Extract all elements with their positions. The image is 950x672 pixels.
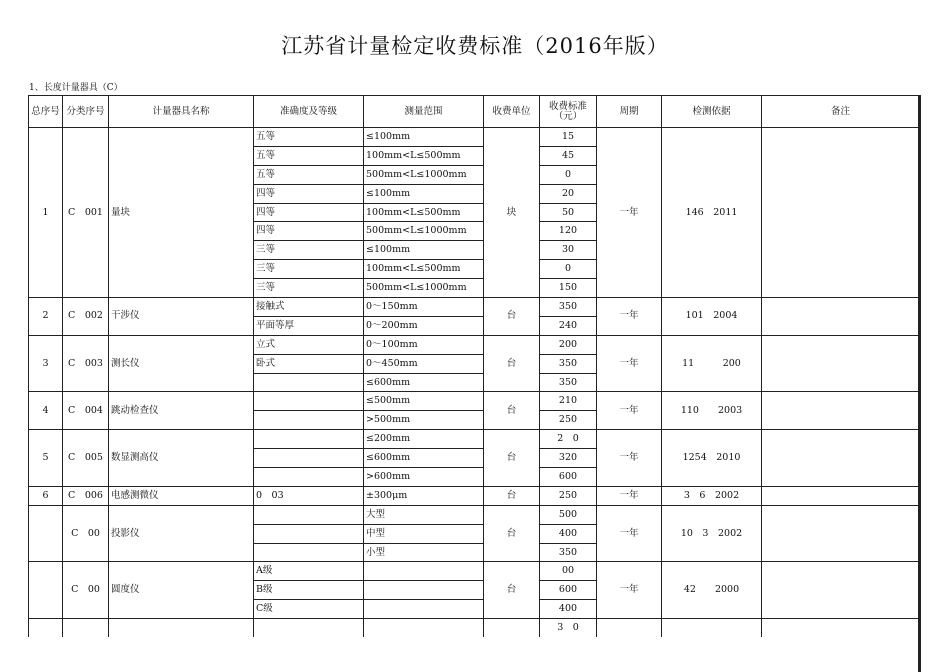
instrument-name-cell: 量块 xyxy=(109,128,254,298)
period-cell: 一年 xyxy=(597,392,662,430)
remark-cell xyxy=(762,486,920,505)
accuracy-grade-cell: 四等 xyxy=(254,203,364,222)
table-row xyxy=(29,505,920,524)
category-code-cell: C 00 xyxy=(63,562,109,619)
basis-cell: 3 6 2002 xyxy=(662,486,762,505)
measurement-range-cell xyxy=(364,562,484,581)
period-cell: 一年 xyxy=(597,128,662,298)
basis-cell: 1254 2010 xyxy=(662,430,762,487)
fee-cell: 320 xyxy=(540,449,597,468)
fee-cell: 400 xyxy=(540,524,597,543)
accuracy-grade-cell xyxy=(254,524,364,543)
category-code-cell: C 003 xyxy=(63,335,109,392)
fee-cell: 50 xyxy=(540,203,597,222)
fee-cell: 200 xyxy=(540,335,597,354)
accuracy-grade-cell xyxy=(254,619,364,637)
measurement-range-cell: 0～200mm xyxy=(364,316,484,335)
category-code-cell: C 006 xyxy=(63,486,109,505)
accuracy-grade-cell: 卧式 xyxy=(254,354,364,373)
fee-cell: 0 xyxy=(540,165,597,184)
header-row xyxy=(29,96,920,128)
fee-cell: 20 xyxy=(540,184,597,203)
fee-cell: 600 xyxy=(540,581,597,600)
header-cell: 准确度及等级 xyxy=(254,96,364,128)
fee-unit-cell: 台 xyxy=(484,562,540,619)
measurement-range-cell: ≤600mm xyxy=(364,373,484,392)
measurement-range-cell xyxy=(364,619,484,637)
serial-number-cell: 5 xyxy=(29,430,63,487)
accuracy-grade-cell: 三等 xyxy=(254,260,364,279)
basis-cell: 10 3 2002 xyxy=(662,505,762,562)
accuracy-grade-cell: 接触式 xyxy=(254,298,364,317)
accuracy-grade-cell xyxy=(254,543,364,562)
measurement-range-cell: 大型 xyxy=(364,505,484,524)
accuracy-grade-cell xyxy=(254,468,364,487)
accuracy-grade-cell: A级 xyxy=(254,562,364,581)
header-cell: 检测依据 xyxy=(662,96,762,128)
section-heading: 1、长度计量器具（C） xyxy=(29,83,123,93)
period-cell: 一年 xyxy=(597,298,662,336)
remark-cell xyxy=(762,619,920,637)
remark-cell xyxy=(762,128,920,298)
basis-cell: 42 2000 xyxy=(662,562,762,619)
accuracy-grade-cell: 三等 xyxy=(254,279,364,298)
header-cell: 分类序号 xyxy=(63,96,109,128)
accuracy-grade-cell: 立式 xyxy=(254,335,364,354)
instrument-name-cell: 干涉仪 xyxy=(109,298,254,336)
table-row xyxy=(29,128,920,147)
table-right-border xyxy=(918,95,921,672)
fee-cell: 2 0 xyxy=(540,430,597,449)
fee-cell: 400 xyxy=(540,600,597,619)
fee-cell: 210 xyxy=(540,392,597,411)
accuracy-grade-cell: 五等 xyxy=(254,165,364,184)
measurement-range-cell: 100mm<L≤500mm xyxy=(364,260,484,279)
measurement-range-cell: 中型 xyxy=(364,524,484,543)
basis-cell: 101 2004 xyxy=(662,298,762,336)
accuracy-grade-cell: 四等 xyxy=(254,222,364,241)
accuracy-grade-cell: 五等 xyxy=(254,146,364,165)
fee-cell: 250 xyxy=(540,411,597,430)
accuracy-grade-cell xyxy=(254,392,364,411)
period-cell: 一年 xyxy=(597,486,662,505)
basis-cell: 110 2003 xyxy=(662,392,762,430)
measurement-range-cell: >600mm xyxy=(364,468,484,487)
remark-cell xyxy=(762,392,920,430)
category-code-cell: C 00 xyxy=(63,505,109,562)
remark-cell xyxy=(762,430,920,487)
fee-unit-cell: 台 xyxy=(484,392,540,430)
instrument-name-cell: 跳动检查仪 xyxy=(109,392,254,430)
measurement-range-cell: 0～100mm xyxy=(364,335,484,354)
measurement-range-cell: ≤500mm xyxy=(364,392,484,411)
measurement-range-cell: 500mm<L≤1000mm xyxy=(364,222,484,241)
accuracy-grade-cell xyxy=(254,373,364,392)
serial-number-cell xyxy=(29,562,63,619)
accuracy-grade-cell xyxy=(254,449,364,468)
measurement-range-cell: 0～450mm xyxy=(364,354,484,373)
category-code-cell: C 005 xyxy=(63,430,109,487)
fee-cell: 350 xyxy=(540,354,597,373)
measurement-range-cell: ≤200mm xyxy=(364,430,484,449)
accuracy-grade-cell: 平面等厚 xyxy=(254,316,364,335)
serial-number-cell xyxy=(29,505,63,562)
header-cell: 计量器具名称 xyxy=(109,96,254,128)
period-cell: 一年 xyxy=(597,562,662,619)
measurement-range-cell xyxy=(364,600,484,619)
basis-cell xyxy=(662,619,762,637)
remark-cell xyxy=(762,335,920,392)
measurement-range-cell: ≤100mm xyxy=(364,241,484,260)
measurement-range-cell xyxy=(364,581,484,600)
table-row xyxy=(29,619,920,637)
fee-cell: 350 xyxy=(540,373,597,392)
table-row xyxy=(29,298,920,317)
fee-unit-cell: 台 xyxy=(484,505,540,562)
fee-cell: 15 xyxy=(540,128,597,147)
period-cell xyxy=(597,619,662,637)
accuracy-grade-cell: C级 xyxy=(254,600,364,619)
category-code-cell xyxy=(63,619,109,637)
table-row xyxy=(29,430,920,449)
accuracy-grade-cell: 0 03 xyxy=(254,486,364,505)
fee-unit-cell: 台 xyxy=(484,298,540,336)
fee-cell: 120 xyxy=(540,222,597,241)
measurement-range-cell: 500mm<L≤1000mm xyxy=(364,165,484,184)
measurement-range-cell: 0～150mm xyxy=(364,298,484,317)
serial-number-cell: 4 xyxy=(29,392,63,430)
header-cell: 周期 xyxy=(597,96,662,128)
fee-cell: 350 xyxy=(540,298,597,317)
fee-cell: 45 xyxy=(540,146,597,165)
accuracy-grade-cell: 五等 xyxy=(254,128,364,147)
fee-cell: 00 xyxy=(540,562,597,581)
measurement-range-cell: ≤100mm xyxy=(364,184,484,203)
serial-number-cell xyxy=(29,619,63,637)
accuracy-grade-cell xyxy=(254,411,364,430)
category-code-cell: C 002 xyxy=(63,298,109,336)
fee-cell: 250 xyxy=(540,486,597,505)
period-cell: 一年 xyxy=(597,430,662,487)
fee-cell: 30 xyxy=(540,241,597,260)
header-cell: 测量范围 xyxy=(364,96,484,128)
fee-unit-cell: 台 xyxy=(484,430,540,487)
fee-unit-cell: 块 xyxy=(484,128,540,298)
fee-unit-cell xyxy=(484,619,540,637)
fee-table xyxy=(28,95,920,637)
page-title: 江苏省计量检定收费标准（2016年版） xyxy=(281,34,669,58)
category-code-cell: C 001 xyxy=(63,128,109,298)
measurement-range-cell: 小型 xyxy=(364,543,484,562)
serial-number-cell: 2 xyxy=(29,298,63,336)
period-cell: 一年 xyxy=(597,505,662,562)
table-row xyxy=(29,335,920,354)
table-row xyxy=(29,562,920,581)
remark-cell xyxy=(762,505,920,562)
measurement-range-cell: 100mm<L≤500mm xyxy=(364,203,484,222)
category-code-cell: C 004 xyxy=(63,392,109,430)
instrument-name-cell: 投影仪 xyxy=(109,505,254,562)
measurement-range-cell: ±300μm xyxy=(364,486,484,505)
period-cell: 一年 xyxy=(597,335,662,392)
remark-cell xyxy=(762,298,920,336)
fee-unit-cell: 台 xyxy=(484,335,540,392)
instrument-name-cell: 电感测微仪 xyxy=(109,486,254,505)
fee-cell: 240 xyxy=(540,316,597,335)
accuracy-grade-cell: B级 xyxy=(254,581,364,600)
accuracy-grade-cell xyxy=(254,430,364,449)
table-row xyxy=(29,392,920,411)
accuracy-grade-cell xyxy=(254,505,364,524)
instrument-name-cell: 圆度仪 xyxy=(109,562,254,619)
header-cell: 收费单位 xyxy=(484,96,540,128)
header-cell: 收费标准（元） xyxy=(540,96,597,128)
serial-number-cell: 6 xyxy=(29,486,63,505)
fee-cell: 0 xyxy=(540,260,597,279)
measurement-range-cell: ≤600mm xyxy=(364,449,484,468)
measurement-range-cell: >500mm xyxy=(364,411,484,430)
header-cell: 总序号 xyxy=(29,96,63,128)
header-cell: 备注 xyxy=(762,96,920,128)
instrument-name-cell xyxy=(109,619,254,637)
fee-cell: 500 xyxy=(540,505,597,524)
fee-cell: 350 xyxy=(540,543,597,562)
basis-cell: 11 200 xyxy=(662,335,762,392)
measurement-range-cell: ≤100mm xyxy=(364,128,484,147)
measurement-range-cell: 100mm<L≤500mm xyxy=(364,146,484,165)
serial-number-cell: 1 xyxy=(29,128,63,298)
fee-cell: 150 xyxy=(540,279,597,298)
measurement-range-cell: 500mm<L≤1000mm xyxy=(364,279,484,298)
remark-cell xyxy=(762,562,920,619)
accuracy-grade-cell: 四等 xyxy=(254,184,364,203)
serial-number-cell: 3 xyxy=(29,335,63,392)
fee-cell: 600 xyxy=(540,468,597,487)
fee-cell: 3 0 xyxy=(540,619,597,637)
fee-unit-cell: 台 xyxy=(484,486,540,505)
accuracy-grade-cell: 三等 xyxy=(254,241,364,260)
instrument-name-cell: 数显测高仪 xyxy=(109,430,254,487)
instrument-name-cell: 测长仪 xyxy=(109,335,254,392)
table-row xyxy=(29,486,920,505)
basis-cell: 146 2011 xyxy=(662,128,762,298)
